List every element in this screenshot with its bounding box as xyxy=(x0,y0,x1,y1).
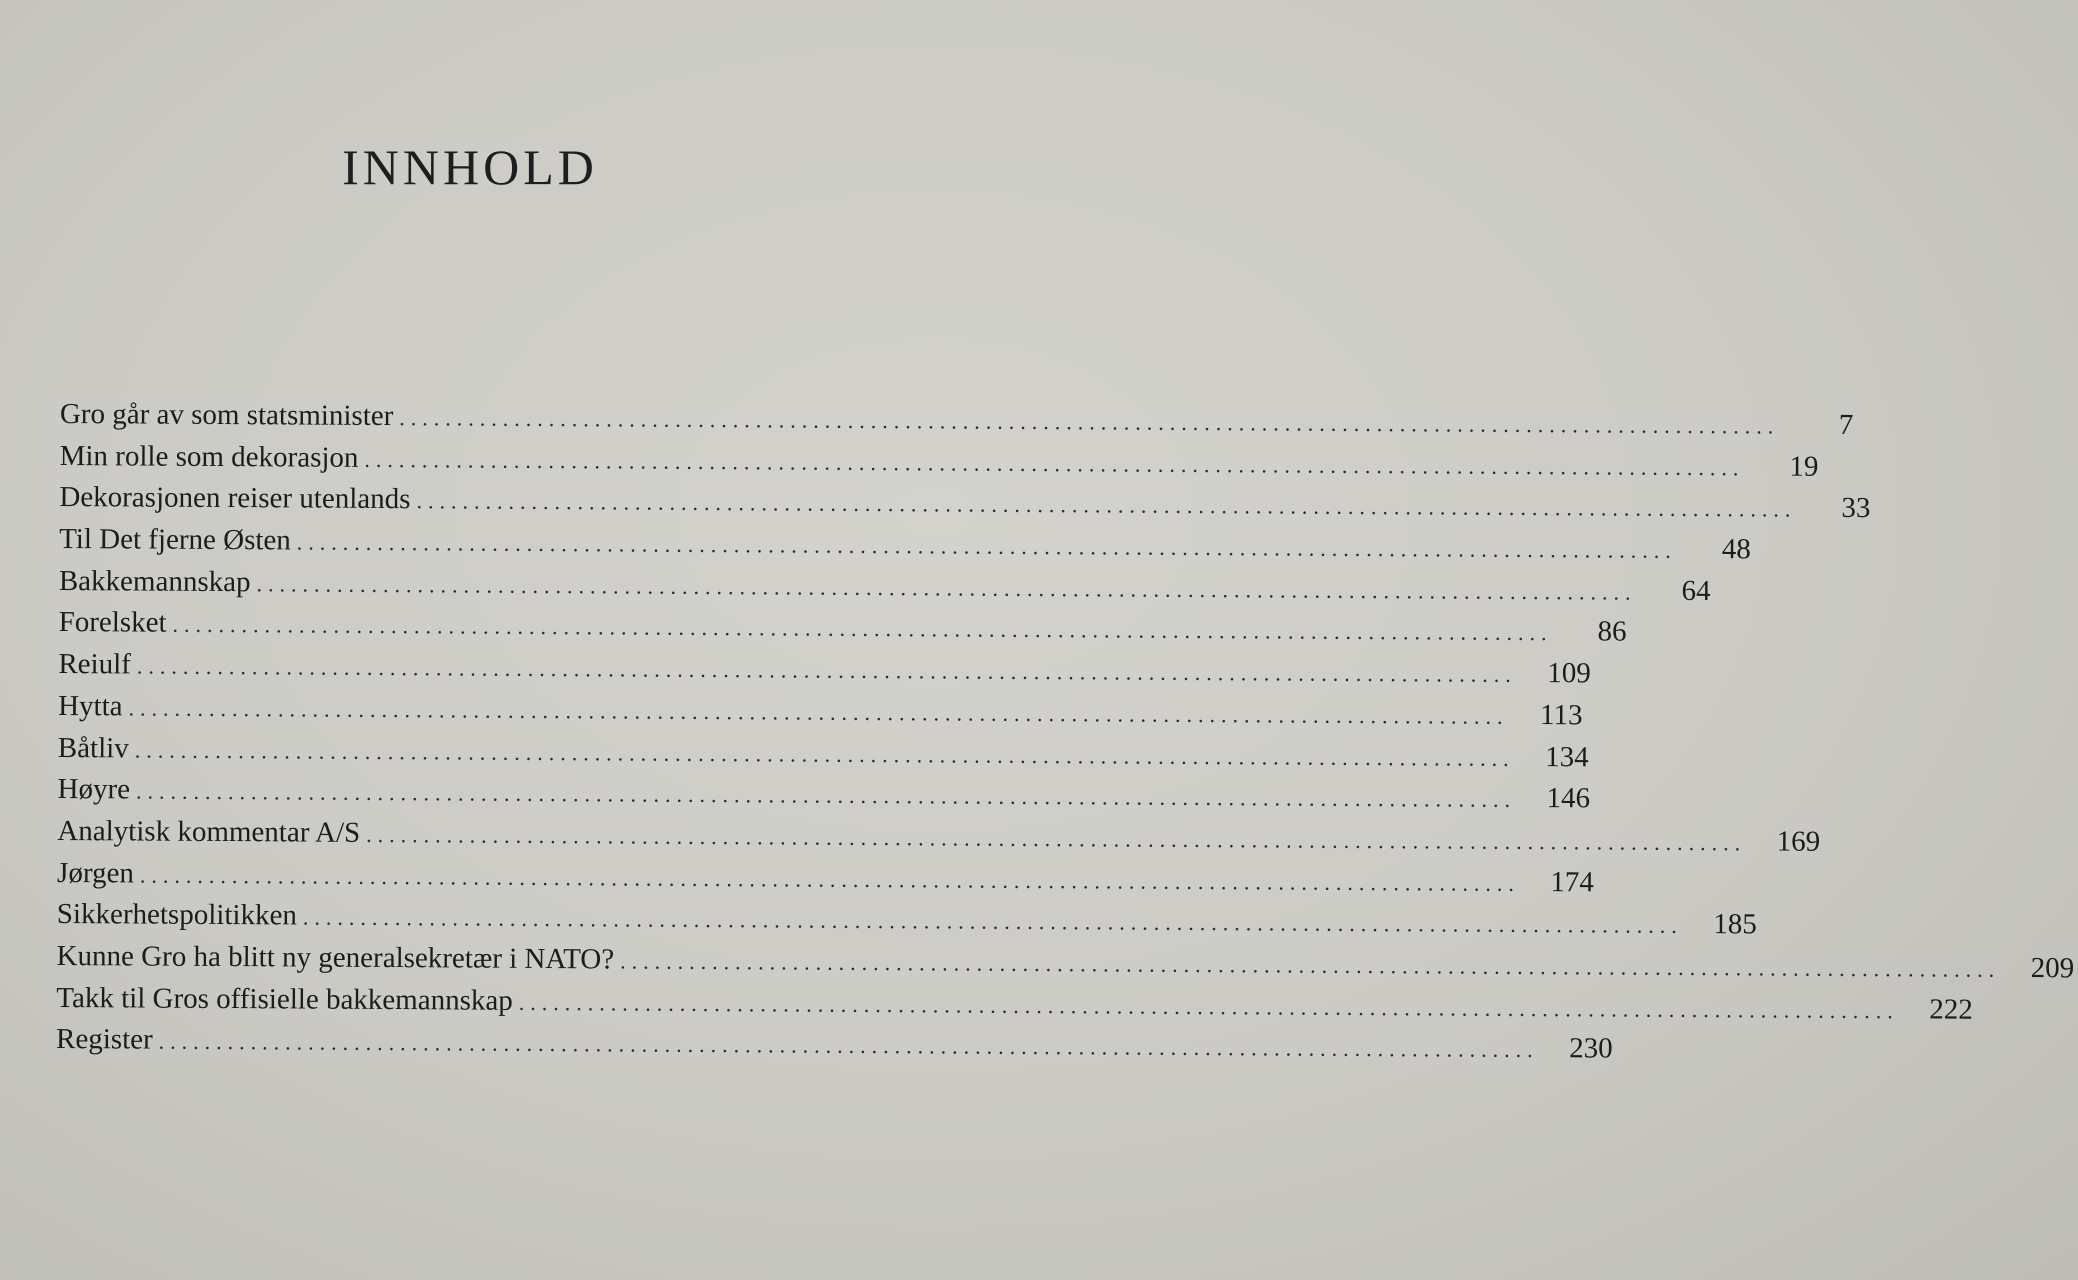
toc-entry-title: Forelsket xyxy=(58,606,167,640)
dot-leader: ........................................................................................................................ xyxy=(518,989,1899,1023)
toc-entry-title: Register xyxy=(55,1023,153,1056)
toc-entry-title: Bakkemannskap xyxy=(58,564,251,598)
toc-entry-page: 7 xyxy=(1838,408,1854,441)
toc-entry-page: 64 xyxy=(1681,574,1711,607)
toc-entry xyxy=(56,981,1973,1029)
toc-entry-page: 113 xyxy=(1539,698,1583,732)
dot-leader: ........................................................................................................................ xyxy=(136,653,1517,688)
toc-entry-page: 48 xyxy=(1721,533,1751,566)
dot-leader: ........................................................................................................................ xyxy=(256,570,1637,605)
toc-entry xyxy=(58,648,1591,695)
toc-entry-page: 33 xyxy=(1841,492,1871,525)
table-of-contents xyxy=(55,398,2075,1070)
toc-entry xyxy=(59,439,1819,487)
toc-entry-page: 109 xyxy=(1547,657,1591,690)
dot-leader: ........................................................................................................................ xyxy=(172,612,1553,646)
toc-entry-page: 209 xyxy=(2030,951,2075,985)
toc-entry xyxy=(57,773,1591,820)
toc-entry xyxy=(57,731,1589,778)
dot-leader: ........................................................................................................................ xyxy=(620,948,2001,982)
toc-entry-title: Takk til Gros offisielle bakkemannskap xyxy=(56,981,513,1017)
dot-leader: ........................................................................................................................ xyxy=(136,778,1517,813)
toc-entry-title: Min rolle som dekorasjon xyxy=(59,439,359,474)
toc-entry xyxy=(59,523,1751,570)
toc-entry xyxy=(58,606,1627,653)
toc-entry-title: Høyre xyxy=(57,773,131,806)
toc-entry-title: Sikkerhetspolitikken xyxy=(56,898,297,932)
toc-entry xyxy=(55,1023,1613,1070)
toc-entry-title: Jørgen xyxy=(57,856,134,890)
toc-entry-title: Analytisk kommentar A/S xyxy=(57,814,361,849)
dot-leader: ........................................................................................................................ xyxy=(296,529,1677,563)
toc-entry xyxy=(56,939,2075,987)
toc-entry-page: 222 xyxy=(1929,993,1973,1026)
toc-entry xyxy=(56,898,1757,945)
dot-leader: ........................................................................................................................ xyxy=(366,821,1747,856)
dot-leader: ........................................................................................................................ xyxy=(302,904,1683,939)
dot-leader: ........................................................................................................................ xyxy=(139,862,1520,896)
dot-leader: ........................................................................................................................ xyxy=(128,695,1509,729)
toc-entry-page: 86 xyxy=(1597,615,1627,649)
toc-entry-title: Båtliv xyxy=(57,731,129,764)
toc-entry-page: 146 xyxy=(1546,782,1591,815)
toc-entry xyxy=(57,856,1594,904)
toc-entry-page: 134 xyxy=(1545,740,1589,773)
dot-leader: ........................................................................................................................ xyxy=(364,446,1745,480)
toc-entry xyxy=(57,814,1821,862)
toc-entry xyxy=(58,689,1583,737)
toc-entry-title: Til Det fjerne Østen xyxy=(59,523,291,557)
toc-entry-title: Dekorasjonen reiser utenlands xyxy=(59,481,411,516)
toc-entry-page: 174 xyxy=(1550,865,1594,898)
dot-leader: ........................................................................................................................ xyxy=(399,405,1780,439)
toc-entry-page: 185 xyxy=(1713,908,1757,941)
dot-leader: ........................................................................................................................ xyxy=(416,488,1797,522)
toc-entry-page: 230 xyxy=(1569,1032,1613,1065)
toc-entry-title: Hytta xyxy=(58,689,123,723)
toc-entry-page: 169 xyxy=(1776,825,1821,858)
toc-entry xyxy=(59,481,1871,528)
toc-entry xyxy=(59,398,1854,445)
toc-entry-title: Kunne Gro ha blitt ny generalsekretær i NATO? xyxy=(56,939,615,976)
toc-entry xyxy=(58,564,1711,612)
page-title: INNHOLD xyxy=(342,139,598,195)
toc-entry-title: Reiulf xyxy=(58,648,131,681)
toc-entry-page: 19 xyxy=(1789,450,1819,483)
toc-entry-title: Gro går av som statsminister xyxy=(59,398,394,433)
dot-leader: ........................................................................................................................ xyxy=(134,736,1515,771)
dot-leader: ........................................................................................................................ xyxy=(158,1028,1539,1063)
